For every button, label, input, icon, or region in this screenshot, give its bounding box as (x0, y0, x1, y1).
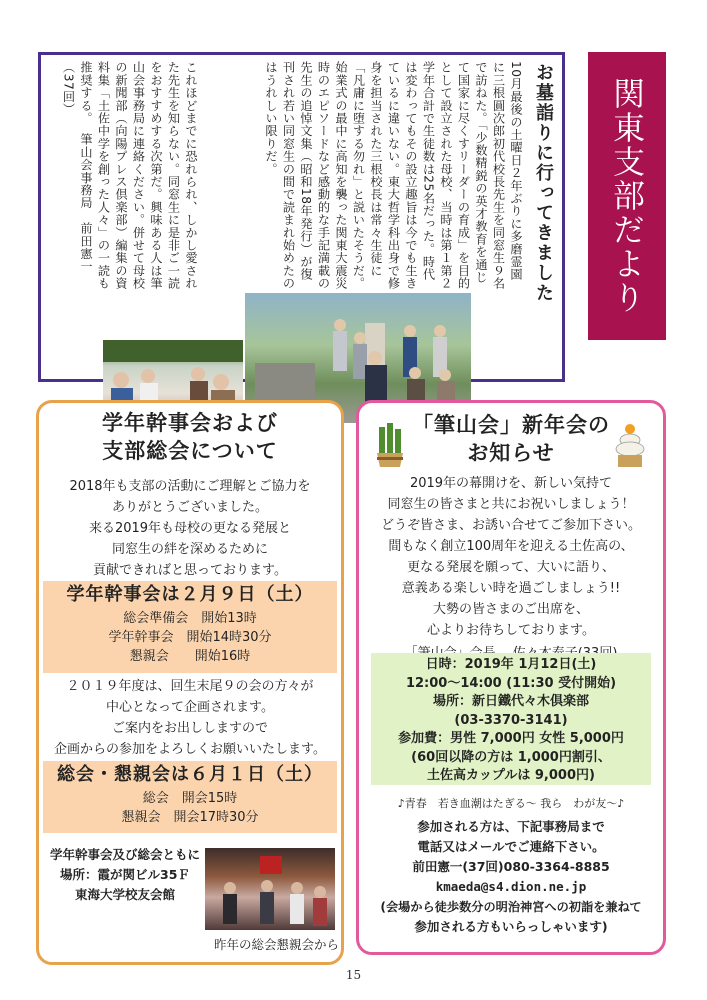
meeting2-heading: 総会・懇親会は６月１日（土） (57, 764, 323, 785)
photo-caption: 昨年の総会懇親会から (213, 937, 339, 952)
schedule-row: 懇親会 開始16時 (129, 649, 251, 664)
intro-line: 心よりお待ちしております。 (427, 623, 595, 638)
party-photo-figures (205, 848, 335, 930)
party-intro (359, 473, 663, 664)
meeting-title-line2: 支部総会について (102, 439, 278, 463)
intro-line: 2019年の幕開けを、新しい気持て (409, 476, 613, 491)
venue-info (45, 845, 205, 905)
contact-line: 参加される方もいらっしゃいます) (414, 919, 608, 934)
venue-line: 東海大学校友会館 (74, 887, 175, 902)
meeting1-heading: 学年幹事会は２月９日（土） (66, 584, 314, 605)
contact-email[interactable]: kmaeda@s4.dion.ne.jp (435, 879, 587, 894)
venue-line: 学年幹事会及び総会ともに (49, 847, 200, 862)
party-title-line1: 「筆山会」新年会の (412, 413, 610, 437)
detail-line: 場所：新日鐵代々木倶楽部 (432, 694, 589, 709)
article-body: 10月最後の土曜日２年ぶりに多磨霊園に三根圓次郎初代校長先生を同窓生９名で訪ねた。「少数精鋭の英才教育を通じて国家に尽くすリーダーの育成」を目的として設立された母校、当時は第１第２学年合計で生徒数は25名だった。時代は変わってもその設立趣旨は今でも生きているに違いない。東大哲学科出身で修身を担当された三根校長は常々生徒に「凡庸に堕する勿れ」と説いたそうだ。始業式の最中に高知を襲った関東大震災時のエピソードなど感動的な手記満載の先生の追悼文集（昭和18年発行）が復刊され若い同窓生の間で読まれ始めたのはうれしい限りだ。 (264, 61, 523, 290)
contact-phone: 前田憲一(37回)080-3364-8885 (412, 859, 610, 874)
venue-line: 場所：霞が関ビル35Ｆ (60, 867, 190, 882)
contact-line: 参加される方は、下記事務局まで (417, 819, 605, 834)
intro-line: 意義ある楽しい時を過ごしましょう!! (401, 581, 621, 596)
intro-line: ありがとうございました。 (111, 500, 268, 515)
article-signature: 筆山会事務局 前田憲一（37回） (61, 61, 93, 273)
detail-line: 土佐高カップルは 9,000円) (427, 768, 595, 783)
middle-line: ２０１９年度は、回生末尾９の会の方々が (66, 679, 314, 694)
contact-line: (会場から徒歩数分の明治神宮への初詣を兼ねて (380, 900, 642, 914)
intro-line: 更なる発展を願って、大いに語り、 (407, 560, 615, 575)
party-details-band (371, 653, 651, 785)
meeting-title-line1: 学年幹事会および (102, 411, 278, 435)
contact-line: 電話又はメールでご連絡下さい。 (417, 839, 605, 854)
page-number: 15 (345, 968, 362, 982)
meeting-notice-box (36, 400, 344, 965)
detail-line: 日時：2019年 1月12日(土) (425, 657, 597, 672)
article-body-2: これほどまでに恐れられ、しかし愛された先生を知らない。同窓生に是非ご一読をおすすめする次第だ。興味ある人は筆山会事務局に連絡ください。併せて母校の新聞部（向陽プレス倶楽部）編集の資料集「土佐中学を創った人々」の一読も推奨する。 (79, 61, 198, 290)
intro-line: 来る2019年も母校の更なる発展と (88, 521, 292, 536)
intro-line: 同窓生の絆を深めるために (111, 542, 268, 557)
meeting-intro (39, 476, 341, 581)
intro-line: 間もなく創立100周年を迎える土佐高の、 (388, 539, 634, 554)
new-year-party-box (356, 400, 666, 955)
meeting2-band (43, 761, 337, 833)
detail-line: (60回以降の方は 1,000円割引、 (411, 749, 611, 765)
middle-line: ご案内をお出ししますので (111, 721, 268, 736)
schedule-row: 懇親会 開会17時30分 (121, 810, 259, 825)
school-song-line: ♪青春 若き血潮はたぎる～ 我ら わが友～♪ (397, 797, 625, 810)
detail-line: 12:00～14:00 (11:30 受付開始) (405, 675, 617, 691)
party-title-line2: お知らせ (467, 441, 555, 465)
party-photo (205, 848, 335, 930)
meeting1-band (43, 581, 337, 673)
schedule-row: 総会 開会15時 (142, 791, 238, 806)
article-box (38, 52, 565, 382)
contact-info (359, 817, 663, 937)
intro-line: 貢献できればと思っております。 (93, 563, 287, 578)
intro-line: 大勢の皆さまのご出席を、 (432, 602, 589, 617)
detail-line: (03-3370-3141) (454, 712, 568, 728)
meeting-middle-text (39, 676, 341, 760)
article-title: お墓詣りに行ってきました (533, 63, 554, 303)
intro-line: 同窓生の皆さまと共にお祝いしましょう！ (387, 497, 635, 512)
section-banner (588, 52, 666, 340)
article-body-continued (49, 61, 199, 291)
middle-line: 企画からの参加をよろしくお願いいたします。 (54, 742, 326, 757)
middle-line: 中心となって企画されます。 (106, 700, 274, 715)
section-title: 関東支部だより (608, 77, 646, 315)
schedule-row: 総会準備会 開始13時 (123, 611, 257, 626)
schedule-row: 学年幹事会 開始14時30分 (108, 630, 272, 645)
detail-line: 参加費：男性 7,000円 女性 5,000円 (398, 731, 624, 746)
intro-line: どうぞ皆さま、お誘い合せてご参加下さい。 (380, 518, 641, 533)
intro-line: 2018年も支部の活動にご理解とご協力を (69, 479, 311, 494)
